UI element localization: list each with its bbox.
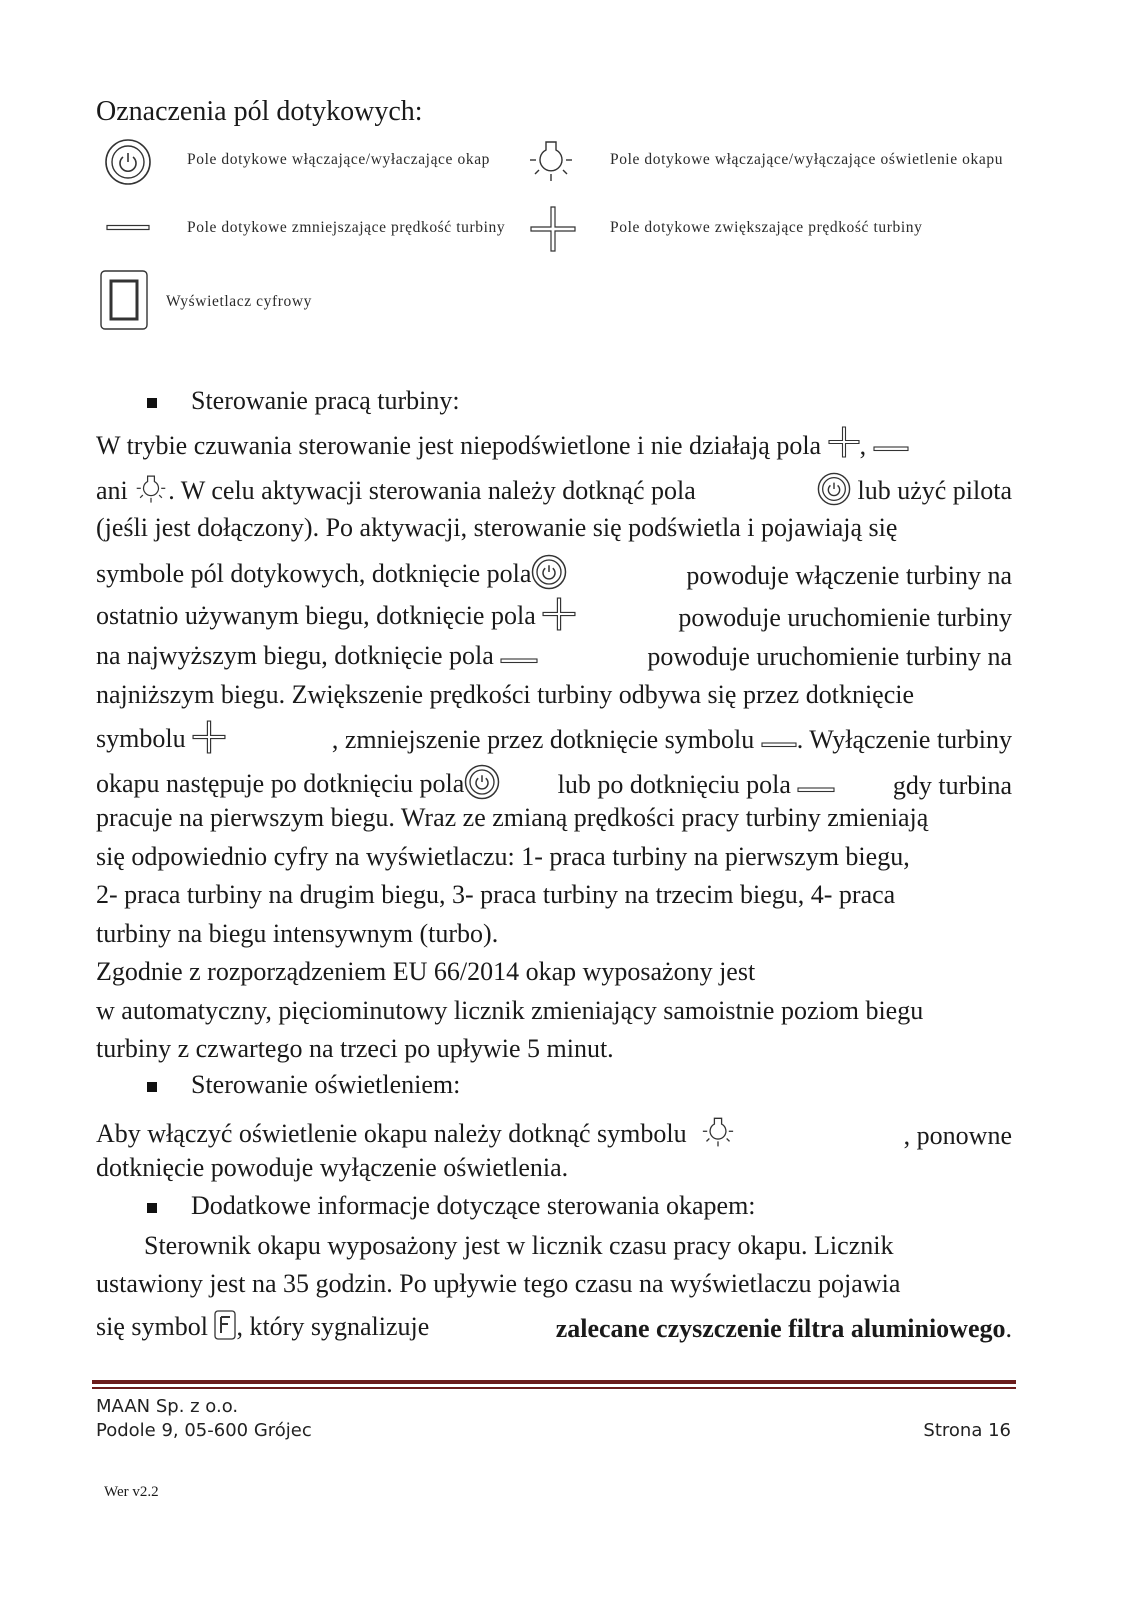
bullet-square	[147, 1203, 157, 1213]
plus-icon	[530, 206, 576, 252]
paragraph-line: ostatnio używanym biegu, dotknięcie pola powoduje uruchomienie turbiny	[96, 597, 1012, 639]
paragraph-line: Zgodnie z rozporządzeniem EU 66/2014 okap wyposażony jest	[96, 957, 756, 986]
legend-light-label: Pole dotykowe włączające/wyłączające oświetlenie okapu	[610, 151, 1004, 168]
paragraph-line: symbole pól dotykowych, dotknięcie pola powoduje włączenie turbiny na	[96, 554, 1012, 598]
power-icon	[817, 472, 851, 514]
minus-icon	[106, 224, 150, 232]
footer-page-number: Strona 16	[923, 1420, 1011, 1441]
legend-minus-label: Pole dotykowe zmniejszające prędkość turbiny	[187, 219, 506, 236]
plus-icon	[192, 720, 226, 762]
minus-icon	[500, 642, 538, 674]
power-icon	[531, 554, 567, 598]
plus-icon	[542, 597, 576, 639]
light-bulb-icon	[526, 136, 576, 186]
paragraph-line: Aby włączyć oświetlenie okapu należy dotknąć symbolu , ponowne	[96, 1114, 1012, 1158]
manual-page: Oznaczenia pól dotykowych: Pole dotykowe włączające/wyłaczające okap Pole dotykowe włączające/wyłączające oświetlenie okapu Pole dotykowe zmniejszające prędkość turbiny Pole dotykowe zwiększające prędkość turbiny Wyświetlacz cyfrowy Sterowanie pracą turbiny: W trybie czuwania sterowanie jest niepodświetlone i nie działają pola , ani . W celu aktywacji sterowania należy dotknąć pola lub użyć pilota (jeśli jest dołączony). Po aktywacji, sterowanie się podświetla i pojawiają się symbole pól dotykowych, dotknięcie pola powoduje włączenie turbiny na ostatnio używanym biegu, dotknięcie pola powoduje uruchomienie turbiny na najwyższym biegu, dotknięcie pola powoduje uruchomienie turbiny na najniższym biegu. Zwiększenie prędkości turbiny odbywa się przez dotknięcie symbolu , zmniejszenie przez dotknięcie symbolu . Wyłączenie turbiny okapu następuje po dotknięciu pola lub po dotknięciu pola gdy turbina pracuje na pierwszym biegu. Wraz ze zmianą prędkości pracy turbiny zmieniają się odpowiednio cyfry na wyświetlaczu: 1- praca turbiny na pierwszym biegu, 2- praca turbiny na drugim biegu, 3- praca turbiny na trzecim biegu, 4- praca turbiny na biegu intensywnym (turbo). Zgodnie z rozporządzeniem EU 66/2014 okap wyposażony jest w automatyczny, pięciominutowy licznik zmieniający samoistnie poziom biegu turbiny z czwartego na trzeci po upływie 5 minut. Sterowanie oświetleniem: Aby włączyć oświetlenie okapu należy dotknąć symbolu , ponowne dotknięcie powoduje wyłączenie oświetlenia. Dodatkowe informacje dotyczące sterowania okapem: Sterownik okapu wyposażony jest w licznik czasu pracy okapu. Licznik ustawiony jest na 35 godzin. Po upływie tego czasu na wyświetlaczu pojawia się symbol , który sygnalizuje zalecane czyszczenie filtra aluminiowego. MAAN Sp. z o.o. Podole 9, 05-600 Grójec Strona 16 Wer v2.2	[0, 0, 1131, 1600]
paragraph-line: na najwyższym biegu, dotknięcie pola powoduje uruchomienie turbiny na	[96, 640, 1012, 674]
minus-icon	[873, 430, 909, 462]
bullet-square	[147, 1082, 157, 1092]
legend-plus-label: Pole dotykowe zwiększające prędkość turbiny	[610, 219, 923, 236]
filter-symbol-icon	[214, 1310, 236, 1348]
paragraph-line: najniższym biegu. Zwiększenie prędkości turbiny odbywa się przez dotknięcie	[96, 680, 915, 709]
footer-divider	[92, 1387, 1016, 1389]
footer-company: MAAN Sp. z o.o.	[96, 1396, 239, 1417]
legend-power-label: Pole dotykowe włączające/wyłaczające okap	[187, 151, 491, 168]
legend-heading: Oznaczenia pól dotykowych:	[96, 96, 423, 127]
footer-address: Podole 9, 05-600 Grójec	[96, 1420, 312, 1441]
paragraph-line: W trybie czuwania sterowanie jest niepodświetlone i nie działają pola ,	[96, 426, 1012, 466]
paragraph-line: dotknięcie powoduje wyłączenie oświetlenia.	[96, 1153, 569, 1182]
power-icon	[104, 138, 152, 186]
minus-icon	[761, 726, 797, 758]
paragraph-line: turbiny na biegu intensywnym (turbo).	[96, 919, 499, 948]
footer-version: Wer v2.2	[104, 1484, 159, 1500]
paragraph-line: 2- praca turbiny na drugim biegu, 3- praca turbiny na trzecim biegu, 4- praca	[96, 880, 896, 909]
digital-display-icon	[100, 270, 148, 330]
light-bulb-icon	[134, 472, 168, 514]
paragraph-line: okapu następuje po dotknięciu pola lub po dotknięciu pola gdy turbina	[96, 764, 1012, 808]
paragraph-line: się symbol , który sygnalizuje zalecane czyszczenie filtra aluminiowego.	[96, 1310, 1012, 1348]
legend-display-label: Wyświetlacz cyfrowy	[166, 293, 313, 310]
plus-icon	[828, 426, 860, 466]
paragraph-line: (jeśli jest dołączony). Po aktywacji, sterowanie się podświetla i pojawiają się	[96, 513, 898, 542]
footer-divider	[92, 1380, 1016, 1384]
paragraph-line: turbiny z czwartego na trzeci po upływie 5 minut.	[96, 1034, 614, 1063]
paragraph-line: Sterownik okapu wyposażony jest w licznik czasu pracy okapu. Licznik	[144, 1231, 894, 1260]
paragraph-line: pracuje na pierwszym biegu. Wraz ze zmianą prędkości pracy turbiny zmieniają	[96, 803, 929, 832]
paragraph-line: symbolu , zmniejszenie przez dotknięcie symbolu . Wyłączenie turbiny	[96, 720, 1012, 762]
paragraph-line: się odpowiednio cyfry na wyświetlaczu: 1- praca turbiny na pierwszym biegu,	[96, 842, 910, 871]
paragraph-line: ustawiony jest na 35 godzin. Po upływie tego czasu na wyświetlaczu pojawia	[96, 1269, 901, 1298]
bullet-square	[147, 398, 157, 408]
paragraph-line: ani . W celu aktywacji sterowania należy dotknąć pola lub użyć pilota	[96, 472, 1012, 514]
paragraph-line: w automatyczny, pięciominutowy licznik zmieniający samoistnie poziom biegu	[96, 996, 924, 1025]
minus-icon	[797, 771, 835, 803]
